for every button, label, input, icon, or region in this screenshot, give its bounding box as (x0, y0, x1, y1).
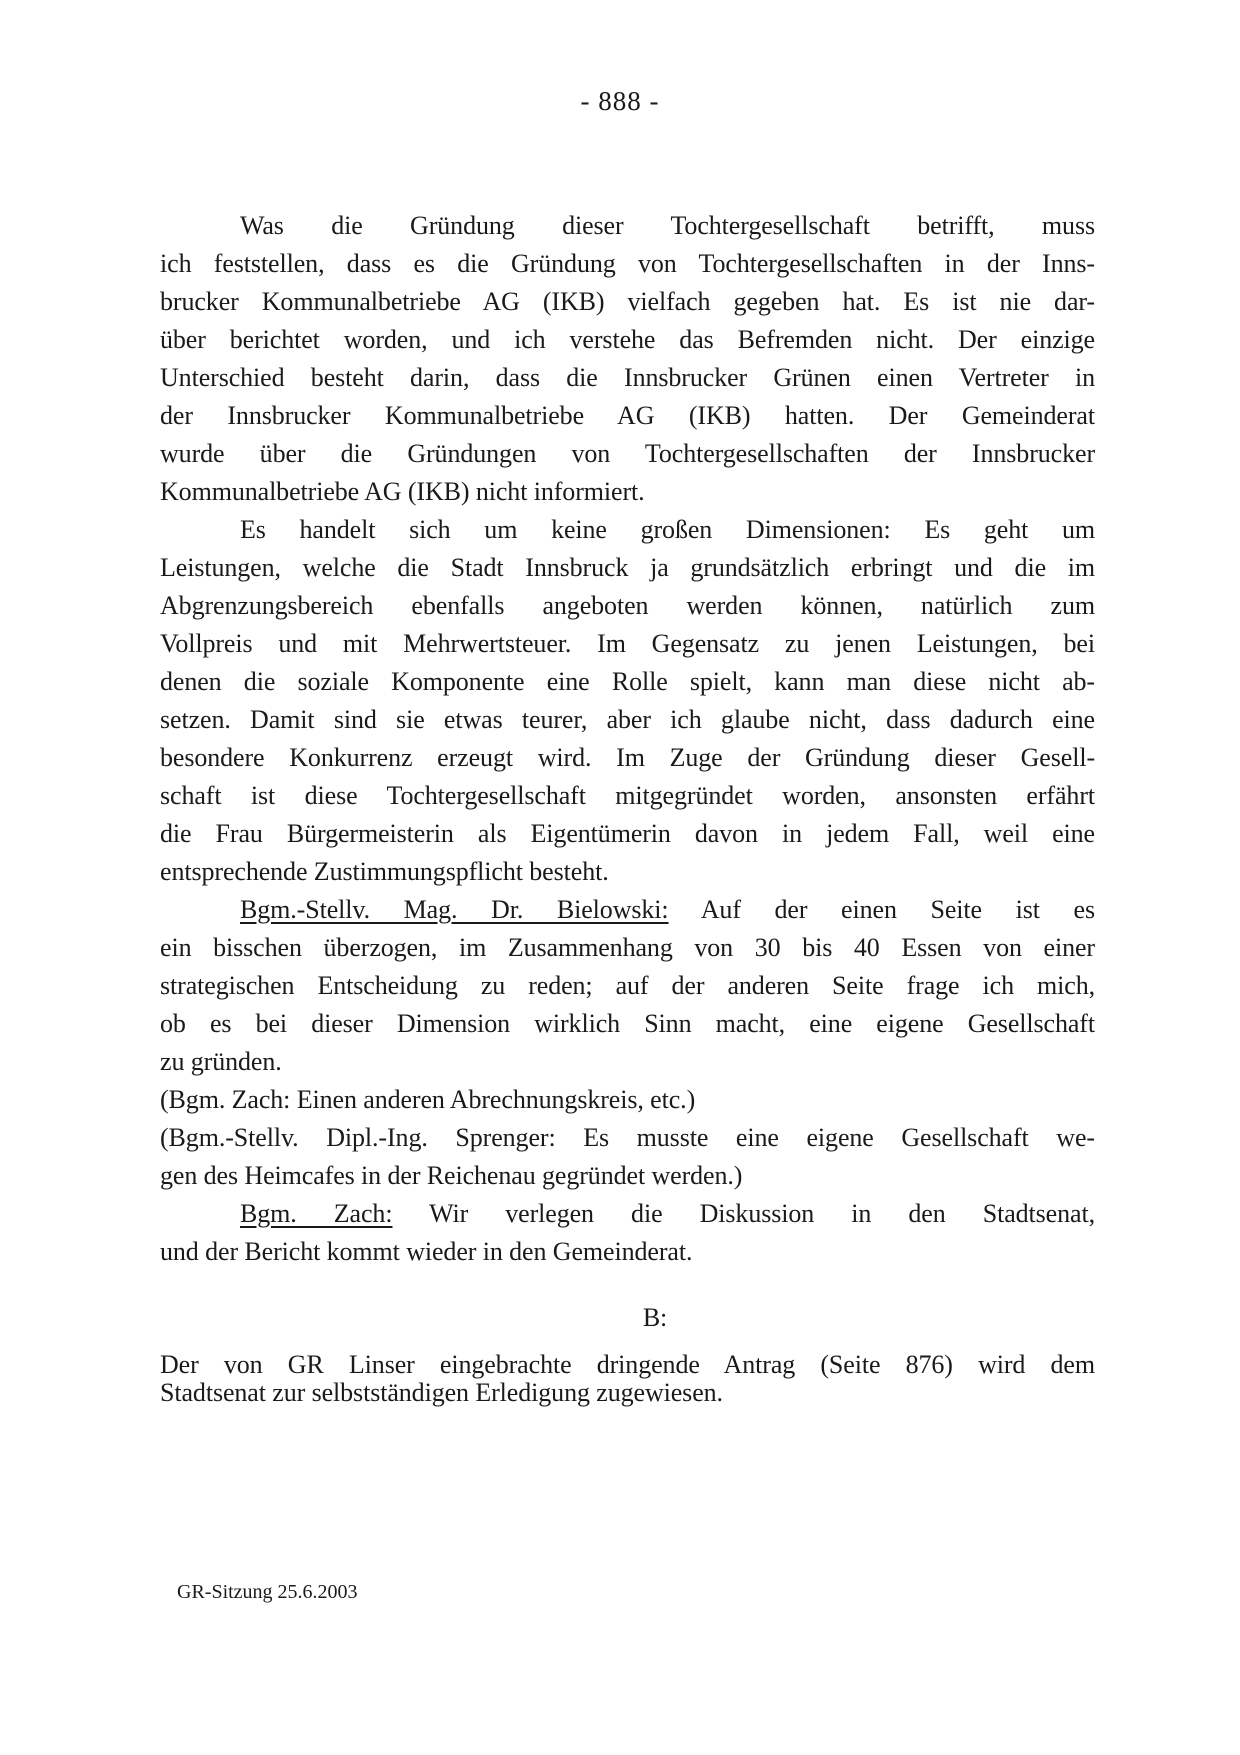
text-line: denen die soziale Komponente eine Rolle spielt, kann man diese nicht ab- (160, 667, 1095, 696)
text-line: (Bgm.-Stellv. Dipl.-Ing. Sprenger: Es musste eine eigene Gesellschaft we- (160, 1123, 1095, 1152)
paragraph-interjection-2 (160, 1119, 1095, 1195)
text-line: ein bisschen überzogen, im Zusammenhang von 30 bis 40 Essen von einer (160, 933, 1095, 962)
text-line (160, 1195, 1095, 1233)
speaker-text: Auf der einen Seite ist es (700, 895, 1095, 924)
text-line: ob es bei dieser Dimension wirklich Sinn macht, eine eigene Gesellschaft (160, 1009, 1095, 1038)
text-line: Stadtsenat zur selbstständigen Erledigung zugewiesen. (160, 1378, 723, 1407)
document-body (160, 207, 1095, 1407)
text-line: Abgrenzungsbereich ebenfalls angeboten werden können, natürlich zum (160, 591, 1095, 620)
text-line: ich feststellen, dass es die Gründung von Tochtergesellschaften in der Inns- (160, 249, 1095, 278)
text-line: Unterschied besteht darin, dass die Innsbrucker Grünen einen Vertreter in (160, 363, 1095, 392)
speaker-name: Bgm.-Stellv. Mag. Dr. Bielowski: (240, 895, 669, 924)
paragraph-1 (160, 207, 1095, 511)
text-line: gen des Heimcafes in der Reichenau gegründet werden.) (160, 1161, 743, 1190)
speaker-name: Bgm. Zach: (240, 1199, 393, 1228)
text-line: zu gründen. (160, 1047, 282, 1076)
paragraph-interjection-1 (160, 1081, 1095, 1119)
text-line: über berichtet worden, und ich verstehe das Befremden nicht. Der einzige (160, 325, 1095, 354)
paragraph-4 (160, 1195, 1095, 1271)
text-line: Kommunalbetriebe AG (IKB) nicht informiert. (160, 477, 645, 506)
text-line: Es handelt sich um keine großen Dimensionen: Es geht um (240, 515, 1095, 544)
text-line: wurde über die Gründungen von Tochtergesellschaften der Innsbrucker (160, 439, 1095, 468)
text-line: besondere Konkurrenz erzeugt wird. Im Zuge der Gründung dieser Gesell- (160, 743, 1095, 772)
text-line: Vollpreis und mit Mehrwertsteuer. Im Gegensatz zu jenen Leistungen, bei (160, 629, 1095, 658)
text-line: schaft ist diese Tochtergesellschaft mitgegründet worden, ansonsten erfährt (160, 781, 1095, 810)
text-line: Was die Gründung dieser Tochtergesellschaft betrifft, muss (240, 211, 1095, 240)
paragraph-2 (160, 511, 1095, 891)
text-line: setzen. Damit sind sie etwas teurer, aber ich glaube nicht, dass dadurch eine (160, 705, 1095, 734)
paragraph-resolution (160, 1351, 1095, 1407)
speaker-text: Wir verlegen die Diskussion in den Stadtsenat, (429, 1199, 1095, 1228)
text-line: (Bgm. Zach: Einen anderen Abrechnungskreis, etc.) (160, 1085, 696, 1114)
text-line: die Frau Bürgermeisterin als Eigentümerin davon in jedem Fall, weil eine (160, 819, 1095, 848)
page-number: - 888 - (580, 86, 660, 116)
text-line: der Innsbrucker Kommunalbetriebe AG (IKB) hatten. Der Gemeinderat (160, 401, 1095, 430)
text-line: strategischen Entscheidung zu reden; auf der anderen Seite frage ich mich, (160, 971, 1095, 1000)
text-line: und der Bericht kommt wieder in den Gemeinderat. (160, 1237, 693, 1266)
text-line: entsprechende Zustimmungspflicht besteht. (160, 857, 609, 886)
text-line: Der von GR Linser eingebrachte dringende Antrag (Seite 876) wird dem (160, 1350, 1095, 1379)
text-line (160, 891, 1095, 929)
section-label: B: (642, 1303, 668, 1332)
paragraph-3 (160, 891, 1095, 1081)
page-footer: GR-Sitzung 25.6.2003 (177, 1581, 358, 1603)
text-line: Leistungen, welche die Stadt Innsbruck ja grundsätzlich erbringt und die im (160, 553, 1095, 582)
text-line: brucker Kommunalbetriebe AG (IKB) vielfach gegeben hat. Es ist nie dar- (160, 287, 1095, 316)
